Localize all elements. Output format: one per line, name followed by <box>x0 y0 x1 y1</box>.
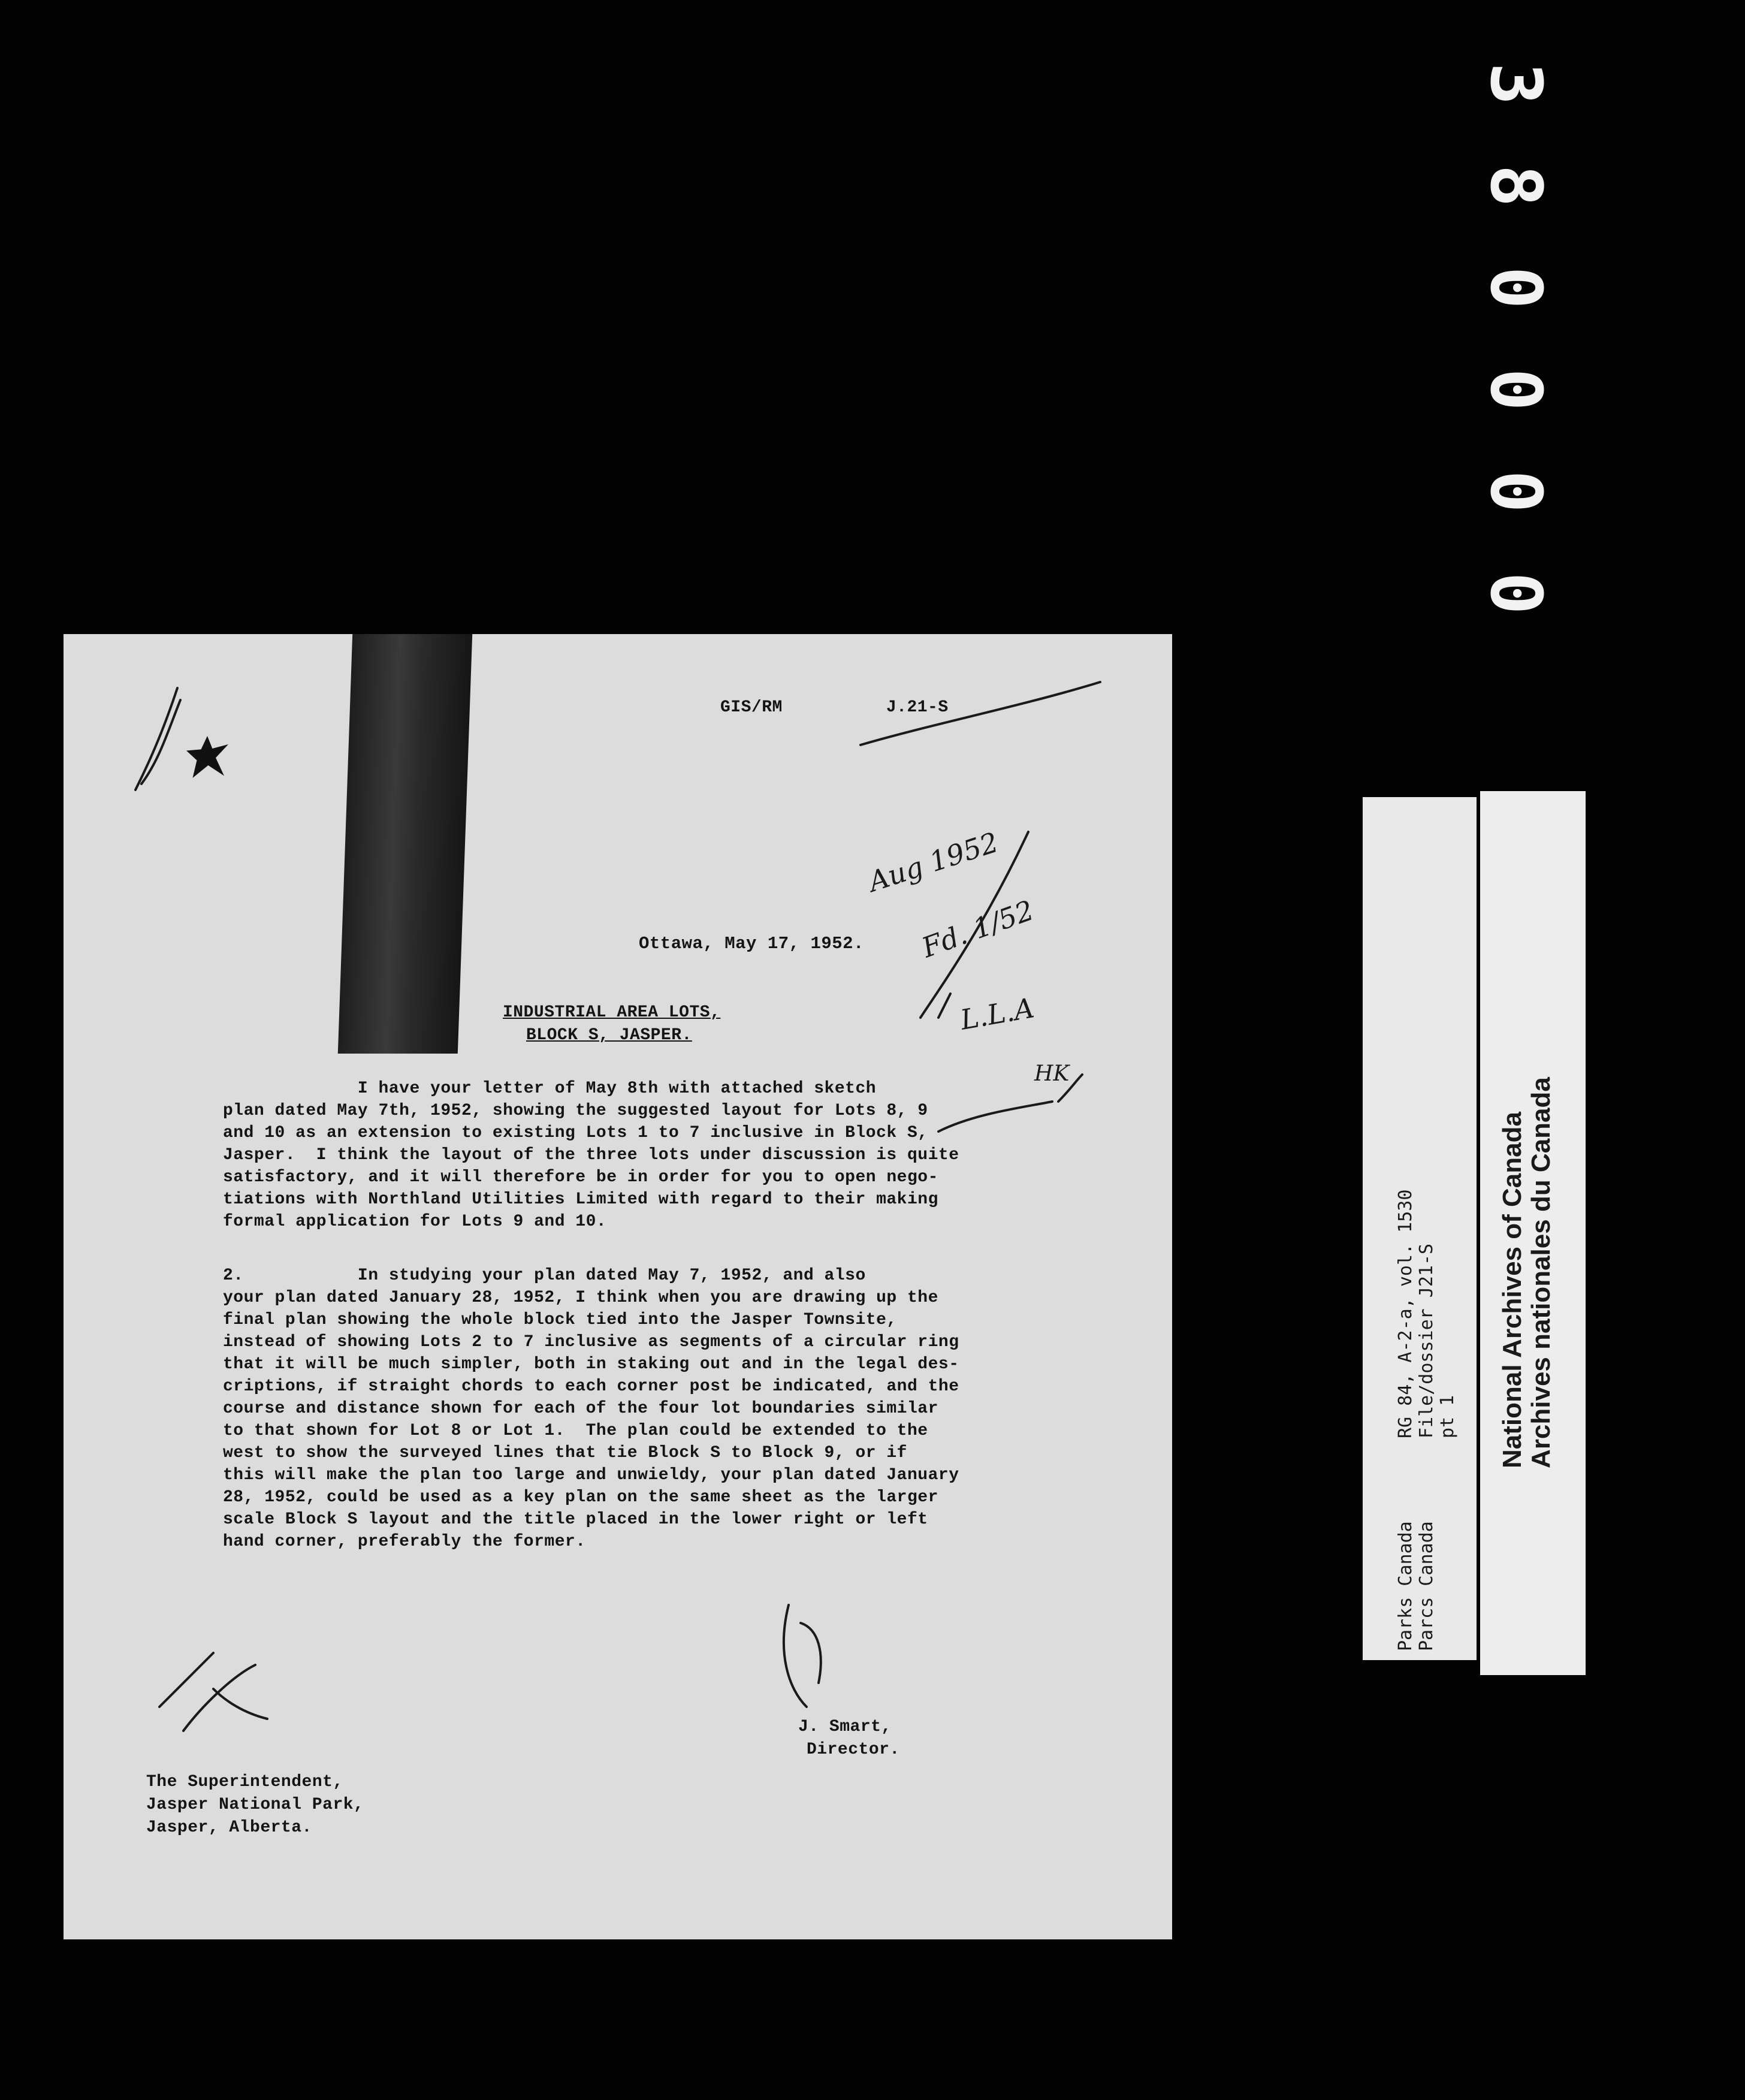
body-line: 2. In studying your plan dated May 7, 1952, and also <box>223 1266 866 1285</box>
handwritten-annotations <box>64 634 1172 1939</box>
subject-line: INDUSTRIAL AREA LOTS, <box>503 1003 721 1022</box>
reference-line: pt 1 <box>1437 1395 1458 1438</box>
body-line: formal application for Lots 9 and 10. <box>223 1212 607 1231</box>
body-line: hand corner, preferably the former. <box>223 1532 586 1551</box>
letter-page <box>64 634 1172 1939</box>
frame-digit: 0 <box>1475 266 1557 309</box>
signatory-name: J. Smart, <box>798 1718 892 1736</box>
signature-scrawl <box>784 1605 821 1707</box>
body-line: that it will be much simpler, both in staking out and in the legal des- <box>223 1355 959 1374</box>
tick-mark <box>920 832 1028 1018</box>
initials-scrawl <box>159 1653 267 1731</box>
body-line: to that shown for Lot 8 or Lot 1. The plan could be extended to the <box>223 1422 928 1440</box>
body-line: this will make the plan too large and unwieldy, your plan dated January <box>223 1466 959 1485</box>
frame-digit: 3 <box>1475 62 1557 105</box>
archives-name: National Archives of Canada <box>1498 1112 1527 1468</box>
body-line: course and distance shown for each of the four lot boundaries similar <box>223 1399 938 1418</box>
archives-name: Archives nationales du Canada <box>1526 1077 1556 1468</box>
address-line: Jasper, Alberta. <box>146 1818 312 1837</box>
handwritten-note: Aug 1952 <box>864 825 1003 898</box>
frame-digit: 0 <box>1475 572 1557 615</box>
archival-label-institution <box>1480 791 1586 1675</box>
body-line: instead of showing Lots 2 to 7 inclusive as segments of a circular ring <box>223 1333 959 1351</box>
body-line: your plan dated January 28, 1952, I think when you are drawing up the <box>223 1289 938 1307</box>
handwritten-note: L.L.A <box>958 991 1037 1036</box>
address-line: Jasper National Park, <box>146 1796 364 1814</box>
reference-line: File/dossier J21-S <box>1416 1243 1437 1438</box>
address-line: The Superintendent, <box>146 1773 343 1791</box>
body-line: 28, 1952, could be used as a key plan on the same sheet as the larger <box>223 1488 938 1507</box>
body-line: Jasper. I think the layout of the three lots under discussion is quite <box>223 1146 959 1164</box>
body-line: tiations with Northland Utilities Limited with regard to their making <box>223 1190 938 1209</box>
letter-date: Ottawa, May 17, 1952. <box>639 934 864 954</box>
body-line: final plan showing the whole block tied into the Jasper Townsite, <box>223 1311 897 1329</box>
file-reference: GIS/RM J.21-S <box>720 698 949 717</box>
body-line: and 10 as an extension to existing Lots 1 to 7 inclusive in Block S, <box>223 1124 928 1142</box>
department-line: Parks Canada <box>1395 1521 1416 1651</box>
body-line: plan dated May 7th, 1952, showing the suggested layout for Lots 8, 9 <box>223 1102 928 1120</box>
body-line: west to show the surveyed lines that tie Block S to Block 9, or if <box>223 1444 907 1462</box>
signatory-title: Director. <box>807 1740 900 1759</box>
body-line: satisfactory, and it will therefore be in order for you to open nego- <box>223 1168 938 1187</box>
frame-digit: 0 <box>1475 368 1557 411</box>
corner-check-mark <box>135 688 177 790</box>
reference-line: RG 84, A-2-a, vol. 1530 <box>1395 1189 1416 1438</box>
subject-line: BLOCK S, JASPER. <box>526 1026 692 1045</box>
ink-blot <box>186 736 228 778</box>
handwritten-note: HK <box>1034 1061 1070 1086</box>
frame-digit: 8 <box>1475 164 1557 207</box>
adhesive-tape-mark <box>338 634 472 1054</box>
body-line: criptions, if straight chords to each corner post be indicated, and the <box>223 1377 959 1396</box>
archival-label-reference <box>1363 797 1477 1660</box>
body-line: I have your letter of May 8th with attached sketch <box>223 1079 877 1098</box>
frame-counter <box>1468 48 1564 635</box>
body-line: scale Block S layout and the title placed in the lower right or left <box>223 1510 928 1529</box>
handwritten-note: Fd. 1/52 <box>917 894 1038 964</box>
frame-digit: 0 <box>1475 470 1557 513</box>
department-line: Parcs Canada <box>1416 1521 1437 1651</box>
